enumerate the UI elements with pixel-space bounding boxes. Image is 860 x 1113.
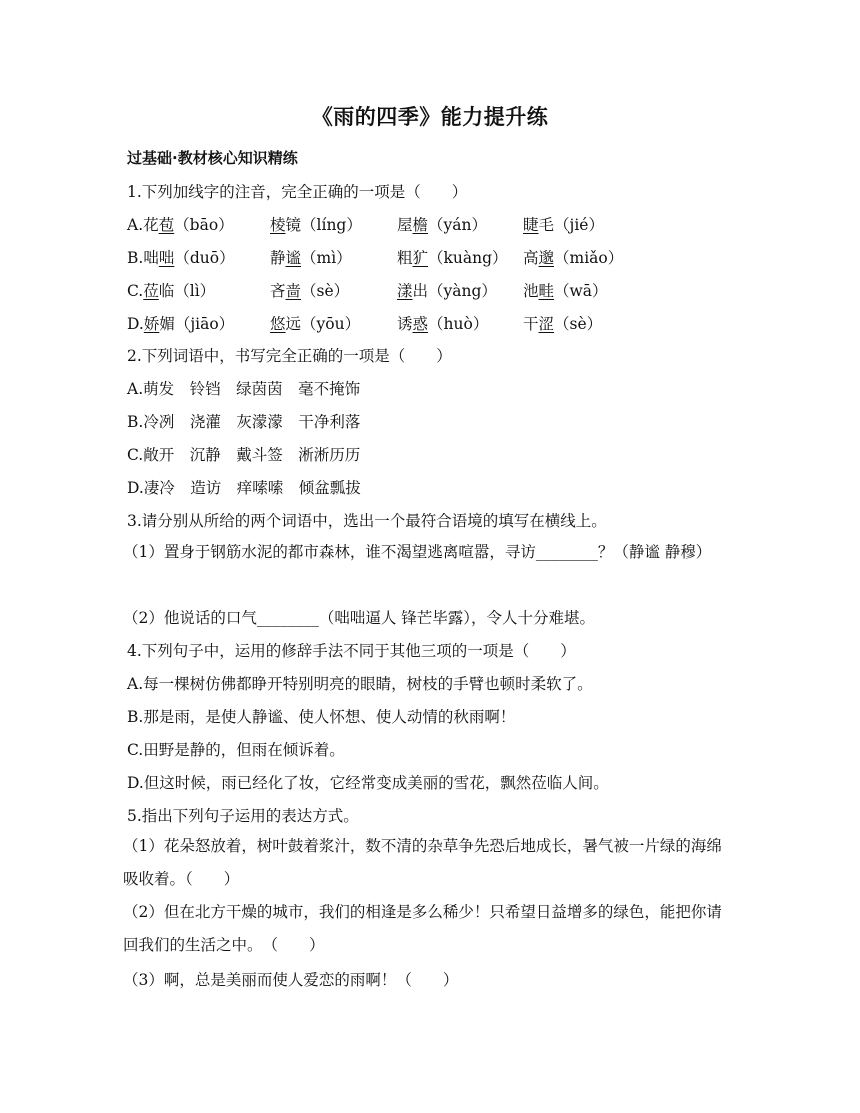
pinyin: （lì） (174, 282, 216, 300)
q4-option-b: B.那是雨，是使人静谧、使人怀想、使人动情的秋雨啊！ (127, 708, 516, 726)
q1-option-c-item (397, 279, 497, 301)
option-letter: C. (127, 282, 144, 300)
q1-option-b-item (127, 246, 235, 268)
underlined-char: 檐 (412, 216, 429, 234)
pinyin: （wā） (554, 282, 608, 300)
q4-option-c: C.田野是静的，但雨在倾诉着。 (127, 741, 345, 759)
q1-option-c-item (270, 279, 349, 301)
q4-option-d: D.但这时候，雨已经化了妆，它经常变成美丽的雪花，飘然莅临人间。 (127, 774, 609, 792)
underlined-char: 悠 (270, 315, 286, 333)
q5-stem: 5.指出下列句子运用的表达方式。 (127, 807, 359, 825)
pinyin: （jiāo） (174, 315, 235, 333)
underlined-char: 漾 (397, 282, 413, 300)
q5-part-2: （2）但在北方干燥的城市，我们的相逢是多么稀少！只希望日益增多的绿色，能把你请回我们的生活之中。 （ ） (123, 903, 722, 954)
underlined-char: 畦 (538, 282, 555, 300)
word-prefix: 花 (143, 216, 159, 234)
q1-option-b-item (397, 246, 508, 268)
underlined-char: 睫 (523, 216, 539, 234)
pinyin: （líng） (301, 216, 362, 234)
underlined-char: 啬 (285, 282, 302, 300)
pinyin: （bāo） (174, 216, 234, 234)
option-letter: B. (127, 249, 144, 267)
pinyin: （sè） (554, 315, 603, 333)
pinyin: （yōu） (301, 315, 361, 333)
pinyin: （huò） (428, 315, 489, 333)
word-prefix: 粗 (397, 249, 413, 267)
q1-option-c-item (127, 279, 215, 301)
underlined-char: 惑 (412, 315, 429, 333)
q3-part-1: （1）置身于钢筋水泥的都市森林，谁不渴望逃离喧嚣，寻访________？（静谧 静穆） (123, 543, 712, 561)
word-suffix: 出 (412, 282, 429, 300)
pinyin: （jié） (554, 216, 604, 234)
page-title: 《雨的四季》能力提升练 (311, 105, 549, 129)
word-suffix: 镜 (285, 216, 302, 234)
underlined-char: 棱 (270, 216, 286, 234)
q2-option-a: A.萌发 铃铛 绿茵茵 毫不掩饰 (127, 380, 361, 398)
underlined-char: 犷 (412, 249, 429, 267)
q1-option-d-item (397, 312, 488, 334)
underlined-char: 娇 (143, 315, 160, 333)
option-letter: A. (127, 216, 144, 234)
pinyin: （duō） (174, 249, 235, 267)
word-prefix: 屋 (397, 216, 413, 234)
q1-option-a-item (270, 213, 362, 235)
q1-option-d-item (270, 312, 360, 334)
q2-option-b: B.冷冽 浇灌 灰濛濛 干净利落 (127, 413, 361, 431)
q4-stem: 4.下列句子中，运用的修辞手法不同于其他三项的一项是（ ） (127, 642, 576, 660)
word-prefix: 咄 (143, 249, 159, 267)
word-prefix: 吝 (270, 282, 286, 300)
underlined-char: 谧 (285, 249, 302, 267)
q1-option-d-item (523, 312, 602, 334)
word-prefix: 诱 (397, 315, 413, 333)
word-suffix: 毛 (538, 216, 555, 234)
q3-part-2: （2）他说话的口气________（咄咄逼人 锋芒毕露），令人十分难堪。 (123, 609, 596, 627)
word-suffix: 媚 (159, 315, 175, 333)
q1-option-b-item (270, 246, 352, 268)
q1-option-a-item (127, 213, 234, 235)
pinyin: （sè） (301, 282, 350, 300)
q2-option-d: D.凄冷 造访 痒嗦嗦 倾盆瓢拔 (127, 479, 361, 497)
word-prefix: 静 (270, 249, 286, 267)
word-prefix: 干 (523, 315, 539, 333)
pinyin: （mì） (301, 249, 352, 267)
q5-part-1: （1）花朵怒放着，树叶鼓着浆汁，数不清的杂草争先恐后地成长，暑气被一片绿的海绵吸收着。（ ） (123, 837, 722, 888)
section-heading: 过基础·教材核心知识精练 (127, 149, 298, 167)
q1-option-c-item (523, 279, 608, 301)
option-letter: D. (127, 315, 144, 333)
pinyin: （yàng） (428, 282, 497, 300)
q3-stem: 3.请分别从所给的两个词语中，选出一个最符合语境的填写在横线上。 (127, 512, 607, 530)
q1-option-d-item (127, 312, 234, 334)
underlined-char: 莅 (143, 282, 159, 300)
q1-option-b-item (523, 246, 623, 268)
word-prefix: 池 (523, 282, 539, 300)
q5-part-3: （3）啊，总是美丽而使人爱恋的雨啊！（ ） (123, 971, 459, 989)
underlined-char: 苞 (158, 216, 175, 234)
q1-option-a-item (523, 213, 604, 235)
q2-stem: 2.下列词语中，书写完全正确的一项是（ ） (127, 347, 452, 365)
pinyin: （kuàng） (428, 249, 508, 267)
q1-stem: 1.下列加线字的注音，完全正确的一项是（ ） (127, 183, 468, 201)
word-prefix: 高 (523, 249, 539, 267)
word-suffix: 临 (158, 282, 175, 300)
q1-option-a-item (397, 213, 487, 235)
underlined-char: 邈 (538, 249, 555, 267)
word-suffix: 远 (285, 315, 302, 333)
pinyin: （miǎo） (554, 249, 624, 267)
underlined-char: 涩 (538, 315, 555, 333)
underlined-char: 咄 (158, 249, 175, 267)
q4-option-a: A.每一棵树仿佛都睁开特别明亮的眼睛，树枝的手臂也顿时柔软了。 (127, 675, 593, 693)
pinyin: （yán） (428, 216, 488, 234)
q2-option-c: C.敞开 沉静 戴斗签 淅淅历历 (127, 446, 361, 464)
